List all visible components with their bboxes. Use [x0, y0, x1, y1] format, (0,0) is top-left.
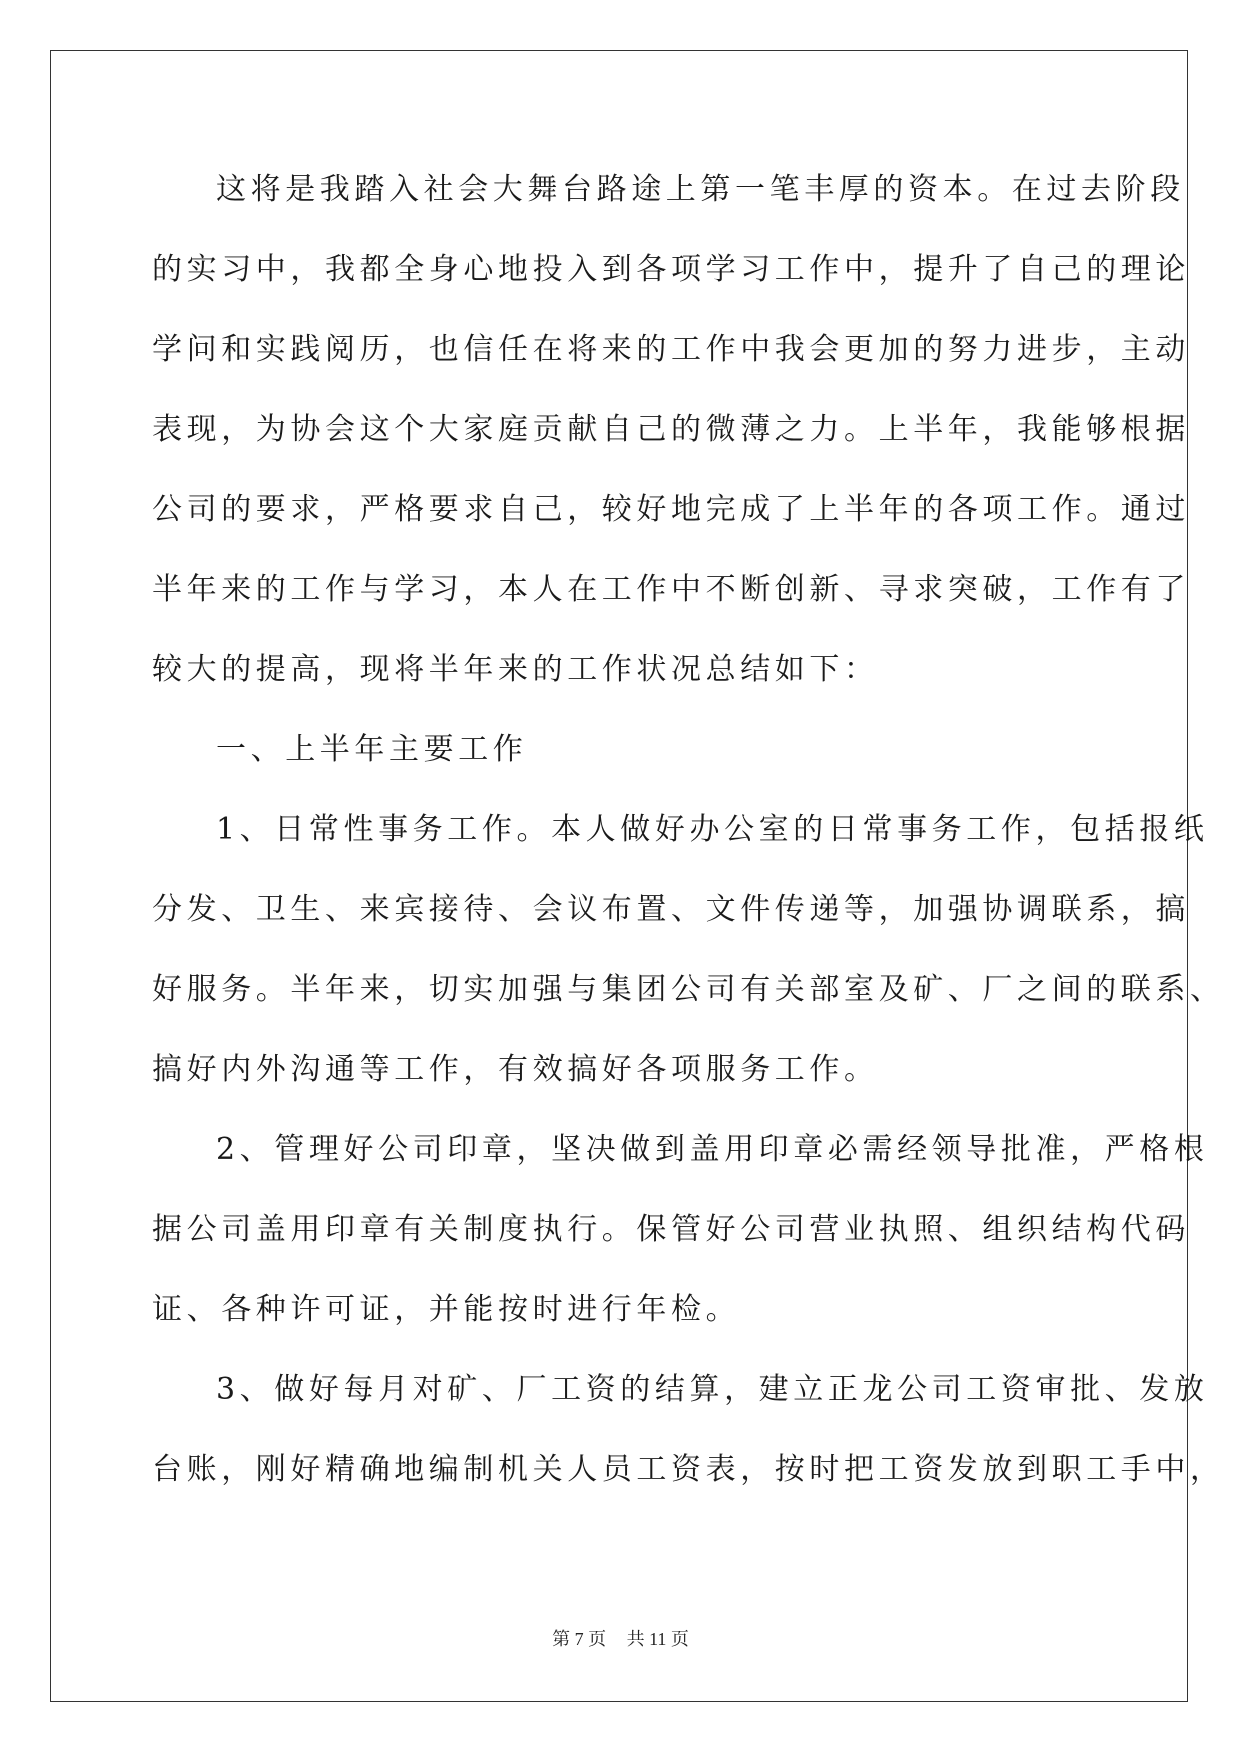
text-line: 一、上半年主要工作 — [216, 732, 528, 767]
page-footer — [0, 1625, 1241, 1651]
text-line: 1、日常性事务工作。本人做好办公室的日常事务工作，包括报纸 — [216, 812, 1209, 847]
text-line: 表现，为协会这个大家庭贡献自己的微薄之力。上半年，我能够根据 — [152, 412, 1190, 447]
text-line: 据公司盖用印章有关制度执行。保管好公司营业执照、组织结构代码 — [152, 1212, 1190, 1247]
text-line: 证、各种许可证，并能按时进行年检。 — [152, 1292, 741, 1327]
text-line: 搞好内外沟通等工作，有效搞好各项服务工作。 — [152, 1052, 879, 1087]
text-line: 3、做好每月对矿、厂工资的结算，建立正龙公司工资审批、发放 — [216, 1372, 1209, 1407]
text-line: 学问和实践阅历，也信任在将来的工作中我会更加的努力进步，主动 — [152, 332, 1190, 367]
text-line: 好服务。半年来，切实加强与集团公司有关部室及矿、厂之间的联系、 — [152, 972, 1225, 1007]
text-line: 2、管理好公司印章，坚决做到盖用印章必需经领导批准，严格根 — [216, 1132, 1209, 1167]
document-body — [152, 160, 1225, 1520]
text-line: 公司的要求，严格要求自己，较好地完成了上半年的各项工作。通过 — [152, 492, 1190, 527]
page-total: 共 11 页 — [626, 1629, 689, 1649]
text-line: 这将是我踏入社会大舞台路途上第一笔丰厚的资本。在过去阶段 — [216, 172, 1185, 207]
text-line: 半年来的工作与学习，本人在工作中不断创新、寻求突破，工作有了 — [152, 572, 1190, 607]
text-line: 较大的提高，现将半年来的工作状况总结如下： — [152, 652, 879, 687]
text-line: 的实习中，我都全身心地投入到各项学习工作中，提升了自己的理论 — [152, 252, 1190, 287]
text-line: 分发、卫生、来宾接待、会议布置、文件传递等，加强协调联系，搞 — [152, 892, 1190, 927]
text-line: 台账，刚好精确地编制机关人员工资表，按时把工资发放到职工手中， — [152, 1452, 1225, 1487]
page-number: 第 7 页 — [552, 1629, 607, 1649]
